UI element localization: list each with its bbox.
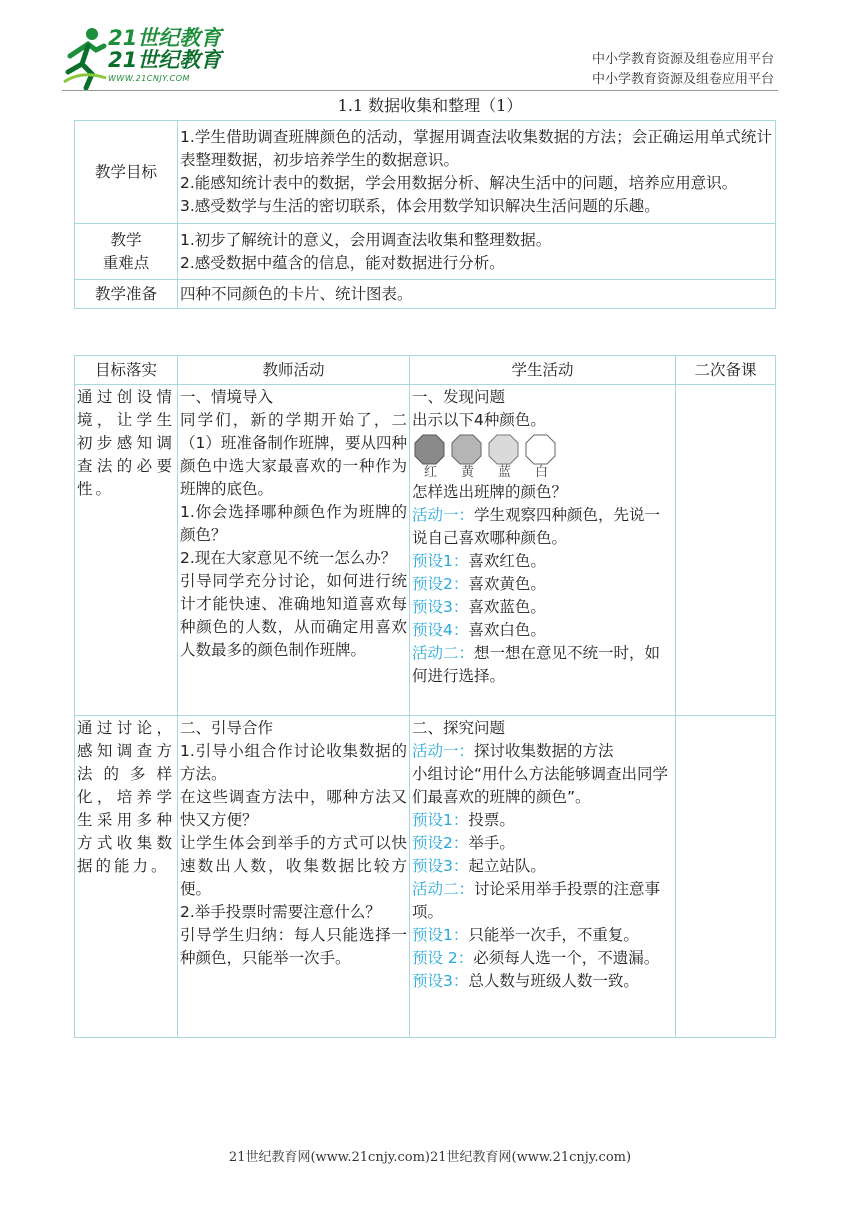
platform-line-2: 中小学教育资源及组卷应用平台 (591, 72, 774, 87)
preset-tag: 预设3： (412, 598, 469, 616)
table-row (75, 224, 776, 280)
goal-item: 2.能感知统计表中的数据，学会用数据分析、解决生活中的问题，培养应用意识。 (180, 174, 738, 192)
activity-tag: 活动二： (412, 880, 475, 898)
color-cards (414, 434, 673, 465)
preset-tag: 预设2： (412, 834, 469, 852)
section-heading: 二、引导合作 (180, 719, 274, 737)
key-label-line-2: 重难点 (102, 253, 150, 272)
table-row (75, 280, 776, 309)
goals-label: 教学目标 (75, 121, 178, 224)
preset-line (412, 550, 673, 573)
activity-text: 学生观察四种颜色，先说一说自己喜欢哪种颜色。 (412, 506, 661, 547)
preset-text: 喜欢蓝色。 (468, 598, 546, 616)
student-text: 出示以下4种颜色。 (412, 411, 546, 429)
preset-line (412, 970, 673, 993)
logo-text-secondary: 21世纪教育 (108, 48, 222, 72)
activity-tag: 活动二： (412, 644, 475, 662)
preset-text: 喜欢黄色。 (468, 575, 546, 593)
col-header-second-prep: 二次备课 (676, 356, 776, 385)
prep-label: 教学准备 (75, 280, 178, 309)
table-row (75, 385, 776, 716)
preset-text: 必须每人选一个，不遗漏。 (473, 949, 660, 967)
prep-cell: 四种不同颜色的卡片、统计图表。 (178, 280, 776, 309)
teacher-text: 1.你会选择哪种颜色作为班牌的颜色？ (180, 503, 407, 544)
key-points-label (75, 224, 178, 280)
color-label: 红 (423, 465, 437, 480)
runner-logo-icon (62, 26, 108, 92)
activity-tag: 活动一： (412, 506, 475, 524)
preset-tag: 预设4： (412, 621, 469, 639)
table-header-row (75, 356, 776, 385)
key-point-item: 2.感受数据中蕴含的信息，能对数据进行分析。 (180, 254, 505, 272)
goal-item: 3.感受数学与生活的密切联系，体会用数学知识解决生活问题的乐趣。 (180, 197, 660, 215)
teacher-text: 引导学生归纳：每人只能选择一种颜色，只能举一次手。 (180, 926, 407, 967)
preset-line (412, 947, 673, 970)
preset-tag: 预设 2： (412, 949, 474, 967)
page-footer: 21世纪教育网(www.21cnjy.com)21世纪教育网(www.21cnjy.com) (228, 1150, 632, 1165)
preset-line (412, 573, 673, 596)
header-divider (62, 90, 778, 91)
key-label-line-1: 教学 (110, 230, 142, 249)
second-prep-cell (676, 385, 776, 716)
preset-line (412, 924, 673, 947)
activity-line (412, 878, 673, 924)
preset-line (412, 619, 673, 642)
col-header-goal: 目标落实 (75, 356, 178, 385)
section-heading: 一、情境导入 (180, 388, 274, 406)
student-text: 小组讨论“用什么方法能够调查出同学们最喜欢的班牌的颜色”。 (412, 765, 669, 806)
platform-line-1: 中小学教育资源及组卷应用平台 (591, 52, 774, 67)
lesson-plan-table (74, 355, 776, 1038)
activity-text: 讨论采用举手投票的注意事项。 (412, 880, 661, 921)
preset-text: 喜欢白色。 (468, 621, 546, 639)
preset-line (412, 855, 673, 878)
student-activity-cell (410, 716, 676, 1038)
section-heading: 二、探究问题 (412, 719, 506, 737)
yellow-card-icon (451, 434, 482, 465)
teacher-text: 2.现在大家意见不统一怎么办？ (180, 549, 397, 567)
col-header-student: 学生活动 (410, 356, 676, 385)
teacher-text: 1.引导小组合作讨论收集数据的方法。 (180, 742, 407, 783)
teacher-text: 2.举手投票时需要注意什么？ (180, 903, 381, 921)
activity-line (412, 740, 673, 763)
preset-line (412, 596, 673, 619)
preset-tag: 预设2： (412, 575, 469, 593)
col-header-teacher: 教师活动 (178, 356, 410, 385)
color-label: 白 (534, 465, 548, 480)
preset-tag: 预设1： (412, 926, 469, 944)
preset-line (412, 809, 673, 832)
preset-tag: 预设3： (412, 857, 469, 875)
preset-tag: 预设3： (412, 972, 469, 990)
logo-url: WWW.21CNJY.COM (108, 74, 190, 83)
table-row (75, 716, 776, 1038)
white-card-icon (525, 434, 556, 465)
teacher-text: 在这些调查方法中，哪种方法又快又方便？ (180, 788, 407, 829)
blue-card-icon (488, 434, 519, 465)
teacher-activity-cell (178, 716, 410, 1038)
page-title: 1.1 数据收集和整理（1） (337, 96, 523, 115)
preset-text: 举手。 (468, 834, 515, 852)
color-label: 黄 (460, 465, 474, 480)
student-activity-cell (410, 385, 676, 716)
teacher-activity-cell (178, 385, 410, 716)
color-label: 蓝 (497, 465, 511, 480)
preset-text: 总人数与班级人数一致。 (468, 972, 639, 990)
preset-tag: 预设1： (412, 552, 469, 570)
key-points-cell (178, 224, 776, 280)
teacher-text: 让学生体会到举手的方式可以快速数出人数，收集数据比较方便。 (180, 834, 407, 898)
preset-text: 起立站队。 (468, 857, 546, 875)
preset-text: 只能举一次手，不重复。 (468, 926, 639, 944)
preset-line (412, 832, 673, 855)
section-heading: 一、发现问题 (412, 388, 506, 406)
platform-name (592, 50, 774, 90)
table-row (75, 121, 776, 224)
goals-cell (178, 121, 776, 224)
activity-tag: 活动一： (412, 742, 475, 760)
preset-text: 喜欢红色。 (468, 552, 546, 570)
teacher-text: 引导同学充分讨论，如何进行统计才能快速、准确地知道喜欢每种颜色的人数，从而确定用喜欢人数最多的颜色制作班牌。 (180, 572, 407, 659)
activity-text: 想一想在意见不统一时，如何进行选择。 (412, 644, 661, 685)
color-labels (412, 465, 673, 481)
goal-item: 1.学生借助调查班牌颜色的活动，掌握用调查法收集数据的方法；会正确运用单式统计表整理数据，初步培养学生的数据意识。 (180, 128, 772, 169)
preset-text: 投票。 (468, 811, 515, 829)
goal-cell: 通过创设情境，让学生初步感知调查法的必要性。 (75, 385, 178, 716)
student-text: 怎样选出班牌的颜色？ (412, 483, 568, 501)
goal-cell: 通过讨论，感知调查方法的多样化，培养学生采用多种方式收集数据的能力。 (75, 716, 178, 1038)
activity-line (412, 504, 673, 550)
preset-tag: 预设1： (412, 811, 469, 829)
activity-line (412, 642, 673, 688)
second-prep-cell (676, 716, 776, 1038)
activity-text: 探讨收集数据的方法 (474, 742, 614, 760)
red-card-icon (414, 434, 445, 465)
site-logo (62, 22, 232, 94)
overview-table (74, 120, 776, 309)
logo-text: 21世纪教育 (108, 26, 222, 50)
teacher-text: 同学们，新的学期开始了，二（1）班准备制作班牌，要从四种颜色中选大家最喜欢的一种作为班牌的底色。 (180, 411, 407, 498)
key-point-item: 1.初步了解统计的意义，会用调查法收集和整理数据。 (180, 231, 552, 249)
